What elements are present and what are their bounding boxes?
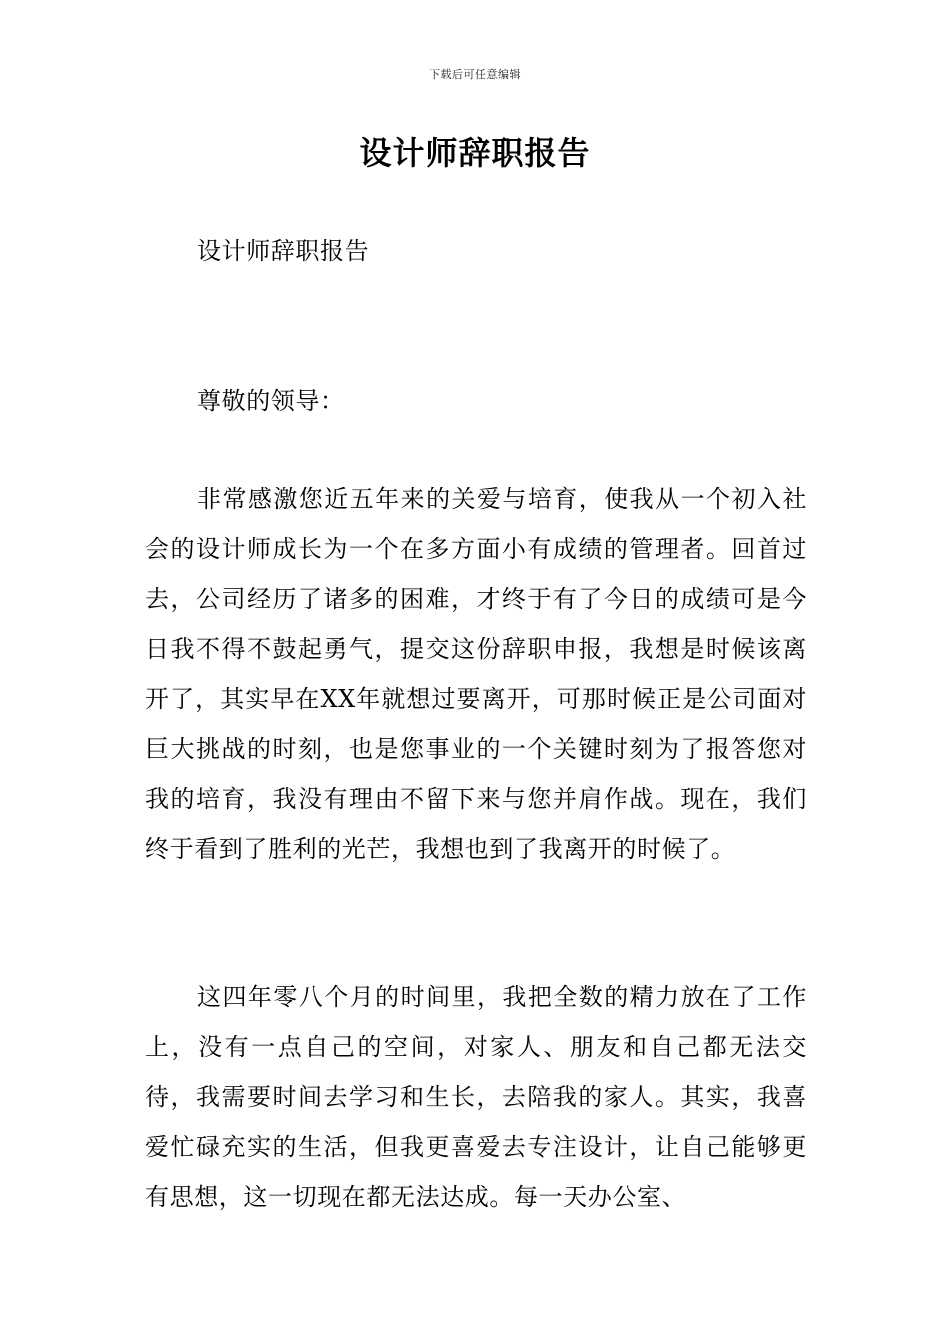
document-subtitle: 设计师辞职报告: [197, 237, 370, 265]
paragraph-1: 非常感激您近五年来的关爱与培育，使我从一个初入社会的设计师成长为一个在多方面小有成绩的管理者。回首过去，公司经历了诸多的困难，才终于有了今日的成绩可是今日我不得不鼓起勇气，提交这份辞职申报，我想是时候该离开了，其实早在XX年就想过要离开，可那时候正是公司面对巨大挑战的时刻，也是您事业的一个关键时刻为了报答您对我的培育，我没有理由不留下来与您并肩作战。现在，我们终于看到了胜利的光芒，我想也到了我离开的时候了。: [145, 485, 807, 863]
header-note: 下载后可任意编辑: [429, 68, 521, 81]
paragraph-2: 这四年零八个月的时间里，我把全数的精力放在了工作上，没有一点自己的空间，对家人、朋友和自己都无法交待，我需要时间去学习和生长，去陪我的家人。其实，我喜爱忙碌充实的生活，但我更喜爱去专注设计，让自己能够更有思想，这一切现在都无法达成。每一天办公室、: [145, 983, 807, 1211]
document-title: 设计师辞职报告: [359, 134, 591, 172]
greeting-line: 尊敬的领导：: [197, 387, 345, 415]
